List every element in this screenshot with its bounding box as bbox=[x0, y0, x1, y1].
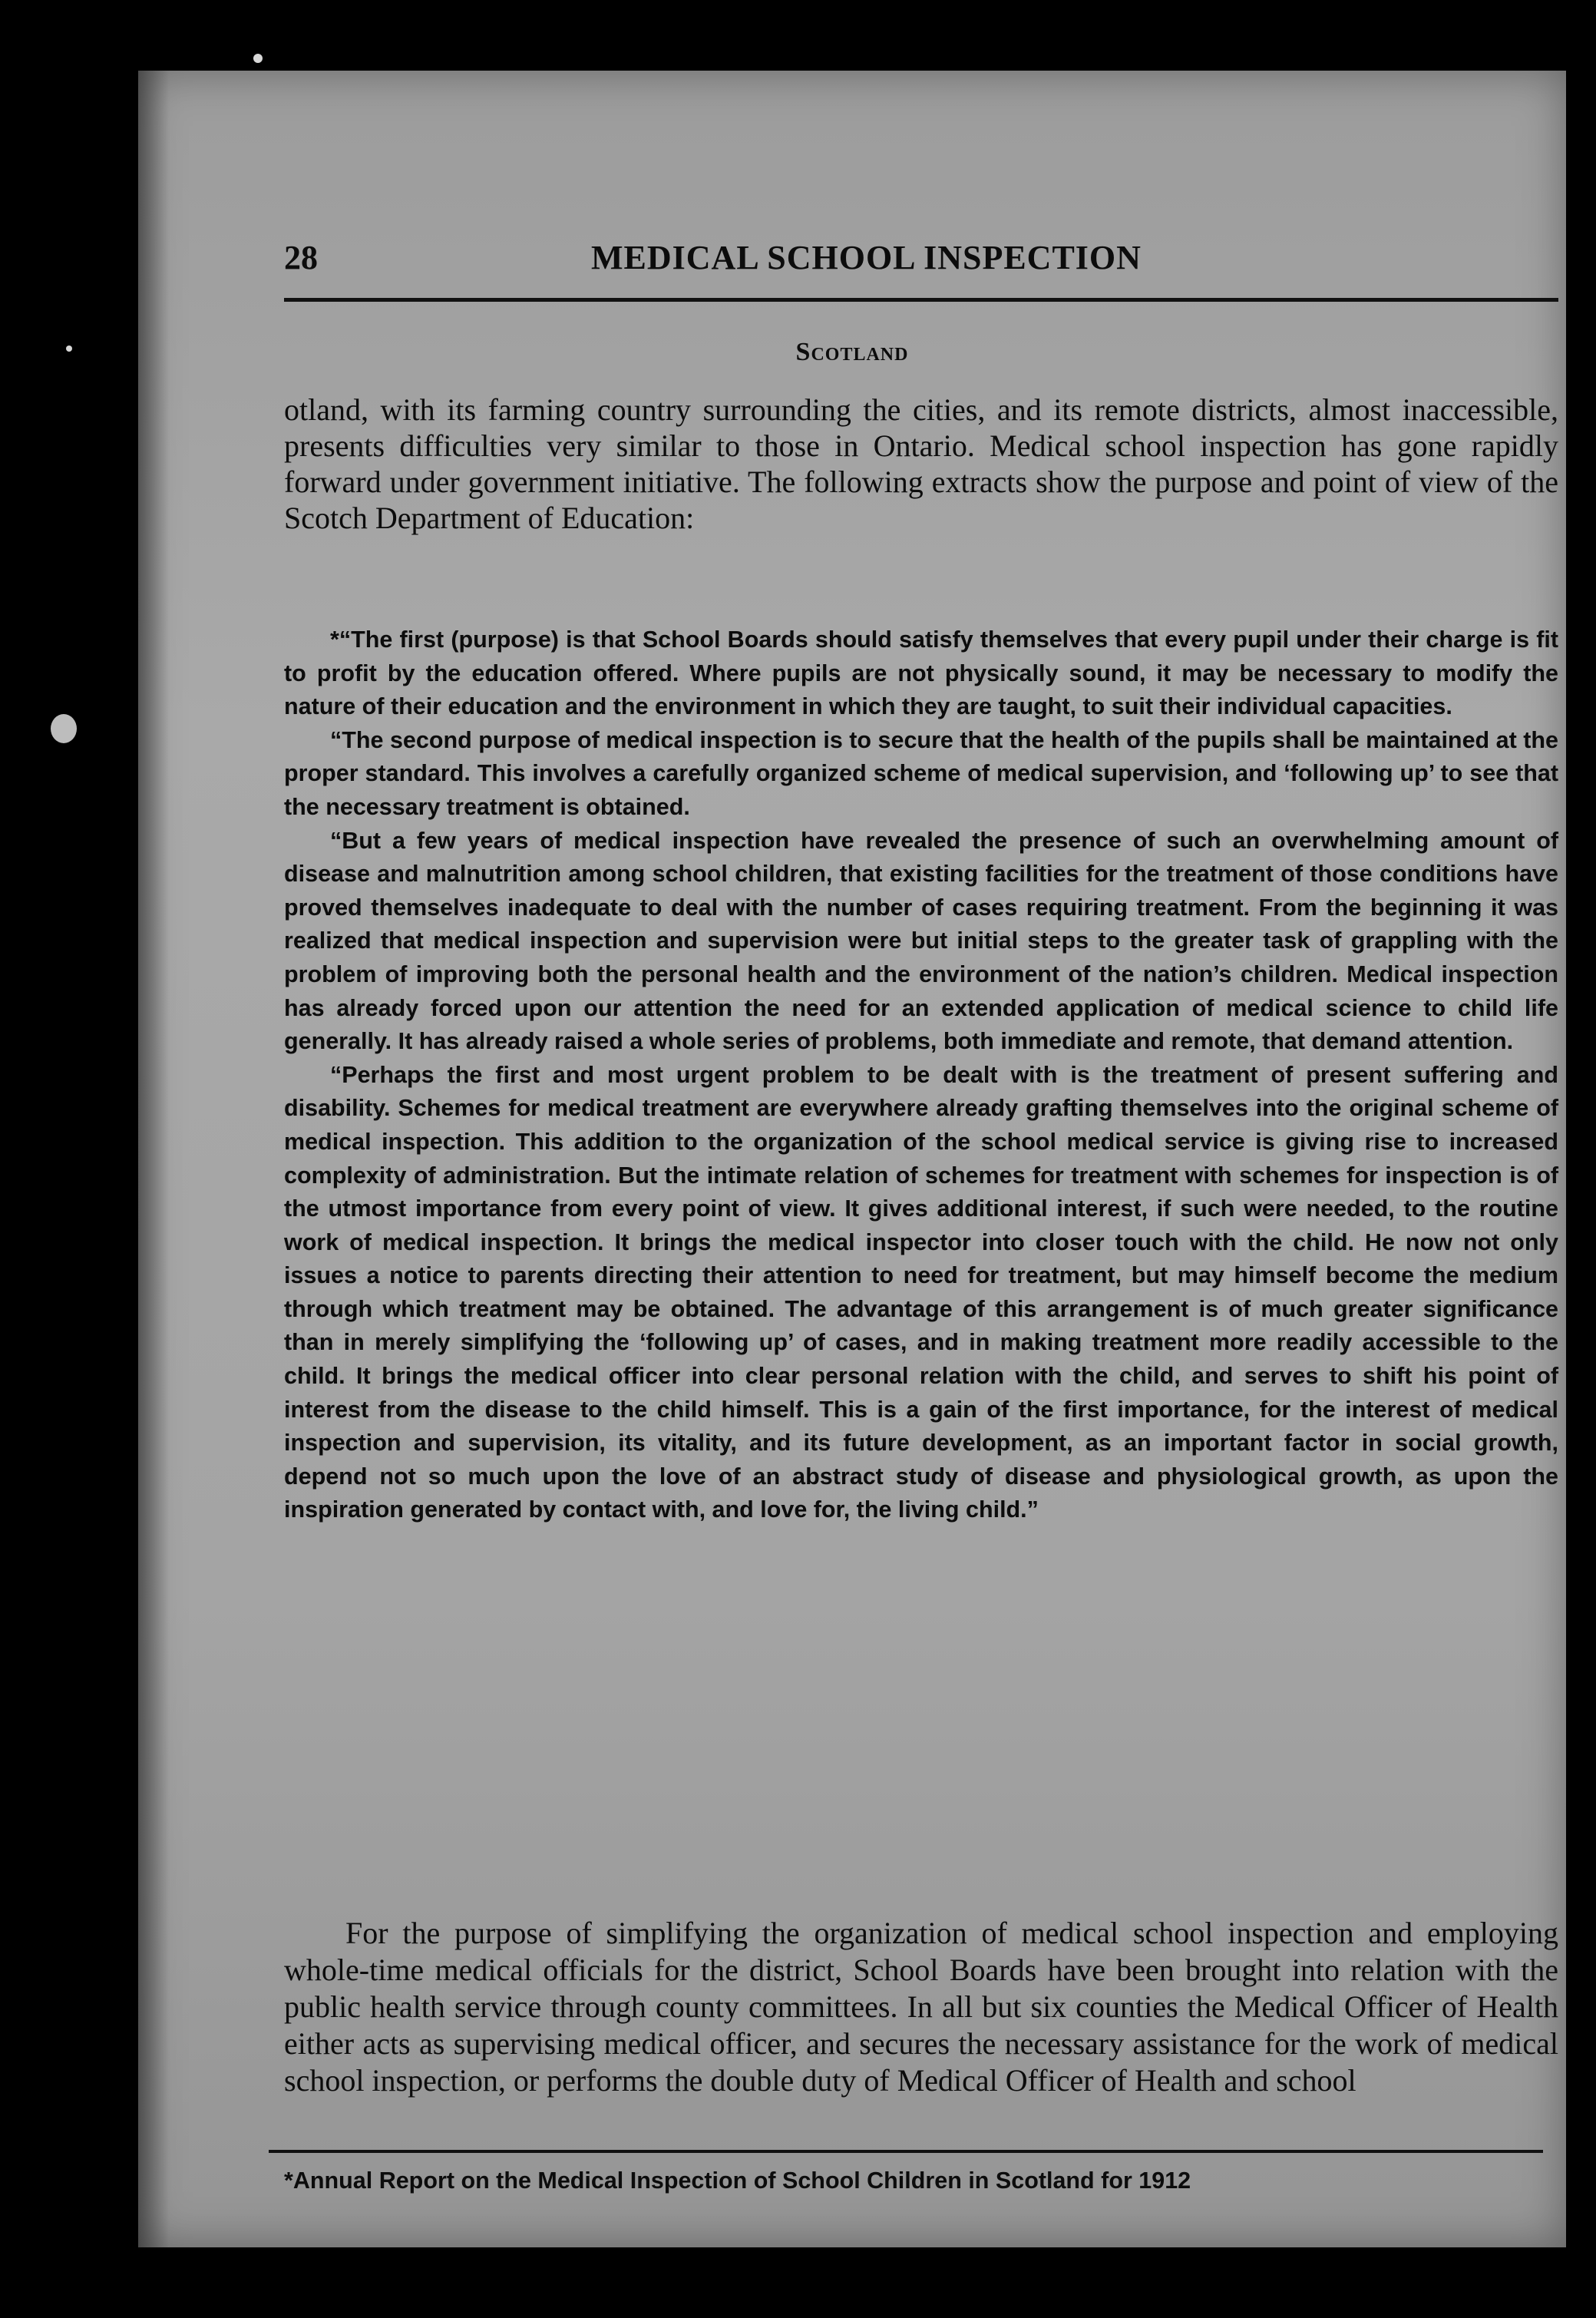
quoted-extract bbox=[284, 623, 1558, 1527]
page-number: 28 bbox=[284, 239, 318, 276]
intro-paragraph: otland, with its farming country surrounding the cities, and its remote districts, almost inaccessible, presents difficulties very similar to those in Ontario. Medical school inspection has gone rapidly forward under government initiative. The following extracts show the purpose and point of view of the Scotch Department of Education: bbox=[284, 392, 1558, 535]
closing-paragraph bbox=[284, 1915, 1558, 2099]
dust-speck bbox=[51, 714, 77, 743]
running-title: MEDICAL SCHOOL INSPECTION bbox=[591, 239, 1142, 276]
closing-text: For the purpose of simplifying the organization of medical school inspection and employing whole-time medical officials for the district, School Boards have been brought into relation with the public health service through county committees. In all but six counties the Medical Officer of Health either acts as supervising medical officer, and secures the necessary assistance for the work of medical school inspection, or performs the double duty of Medical Officer of Health and school bbox=[284, 1916, 1558, 2098]
section-title: Scotland bbox=[795, 338, 909, 366]
dust-speck bbox=[66, 346, 72, 352]
quote-paragraph: “But a few years of medical inspection have revealed the presence of such an overwhelming amount of disease and malnutrition among school children, that existing facilities for the treatment of those conditions have proved themselves inadequate to deal with the number of cases requiring treatment. From the beginning it was realized that medical inspection and supervision were but initial steps to the greater task of grappling with the problem of improving both the personal health and the environment of the nation’s children. Medical inspection has already forced upon our attention the need for an extended application of medical science to child life generally. It has already raised a whole series of problems, both immediate and remote, that demand attention. bbox=[284, 827, 1558, 1055]
footnote-rule bbox=[269, 2150, 1543, 2153]
document-page bbox=[138, 71, 1566, 2247]
quote-paragraph: *“The first (purpose) is that School Boards should satisfy themselves that every pupil under their charge is fit to profit by the education offered. Where pupils are not physically sound, it may be necessary to modify the nature of their education and the environment in which they are taught, to suit their individual capacities. bbox=[284, 627, 1558, 720]
footnote: *Annual Report on the Medical Inspection of School Children in Scotland for 1912 bbox=[284, 2168, 1191, 2194]
quote-paragraph: “The second purpose of medical inspection is to secure that the health of the pupils shall be maintained at the proper standard. This involves a carefully organized scheme of medical supervision, and ‘following up’ to see that the necessary treatment is obtained. bbox=[284, 726, 1558, 820]
quote-paragraph: “Perhaps the first and most urgent problem to be dealt with is the treatment of present suffering and disability. Schemes for medical treatment are everywhere already grafting themselves into the original scheme of medical inspection. This addition to the organization of the school medical service is giving rise to increased complexity of administration. But the intimate relation of schemes for treatment with schemes for inspection is of the utmost importance from every point of view. It gives additional interest, if such were needed, to the routine work of medical inspection. It brings the medical inspector into closer touch with the child. He now not only issues a notice to parents directing their attention to need for treatment, but may himself become the medium through which treatment may be obtained. The advantage of this arrangement is of much greater significance than in merely simplifying the ‘following up’ of cases, and in making treatment more readily accessible to the child. It brings the medical officer into clear personal relation with the child, and serves to shift his point of interest from the disease to the child himself. This is a gain of the first importance, for the interest of medical inspection and supervision, its vitality, and its future development, as an important factor in social growth, depend not so much upon the love of an abstract study of disease and physiological growth, as upon the inspiration generated by contact with, and love for, the living child.” bbox=[284, 1061, 1558, 1523]
dust-speck bbox=[253, 54, 263, 63]
page-edge-shadow bbox=[138, 71, 169, 2247]
header-rule bbox=[284, 298, 1558, 302]
